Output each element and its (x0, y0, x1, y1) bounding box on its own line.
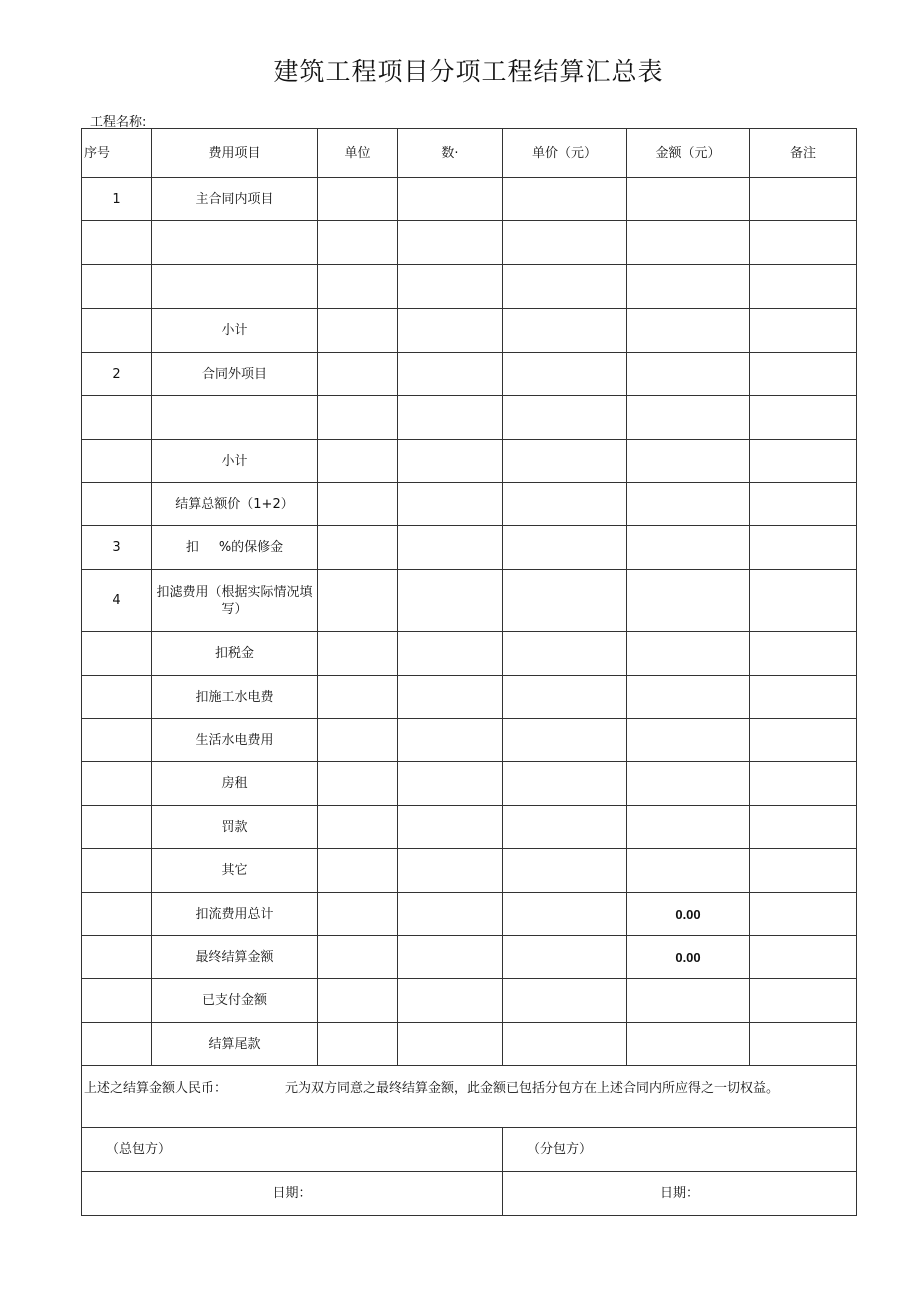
row-remark (750, 526, 857, 570)
row-item: 扣滤费用（根据实际情况填写） (152, 570, 318, 632)
row-qty (398, 353, 503, 396)
row-price (503, 676, 627, 719)
row-price (503, 440, 627, 483)
row-price (503, 265, 627, 309)
row-amount (627, 1023, 750, 1066)
row-item: 罚款 (152, 806, 318, 849)
row-amount (627, 353, 750, 396)
row-item: 房租 (152, 762, 318, 806)
table-row (82, 526, 857, 570)
row-unit (318, 178, 398, 221)
row-qty (398, 265, 503, 309)
row-amount (627, 719, 750, 762)
row-item: 小计 (152, 309, 318, 353)
row-price (503, 396, 627, 440)
row-seq: 2 (82, 353, 152, 396)
row-seq (82, 440, 152, 483)
table-row (82, 632, 857, 676)
header-amount: 金额（元） (627, 129, 750, 178)
row-amount (627, 526, 750, 570)
date-right: 日期： (503, 1172, 857, 1216)
table-row (82, 570, 857, 632)
row-remark (750, 440, 857, 483)
row-seq (82, 632, 152, 676)
row-qty (398, 979, 503, 1023)
row-price (503, 178, 627, 221)
row-price (503, 221, 627, 265)
row-remark (750, 570, 857, 632)
row-remark (750, 676, 857, 719)
row-item: 小计 (152, 440, 318, 483)
row-item: 最终结算金额 (152, 936, 318, 979)
row-price (503, 936, 627, 979)
header-item: 费用项目 (152, 129, 318, 178)
row-amount (627, 979, 750, 1023)
row-price (503, 309, 627, 353)
row-amount (627, 762, 750, 806)
general-contractor-label: （总包方） (82, 1128, 503, 1172)
row-seq (82, 849, 152, 893)
row-seq (82, 719, 152, 762)
header-qty: 数· (398, 129, 503, 178)
row-unit (318, 1023, 398, 1066)
table-row (82, 676, 857, 719)
item-suffix: %的保修金 (218, 540, 284, 555)
row-amount (627, 806, 750, 849)
row-unit (318, 570, 398, 632)
row-seq (82, 483, 152, 526)
row-item (152, 526, 318, 570)
row-unit (318, 719, 398, 762)
header-unit: 单位 (318, 129, 398, 178)
statement-part2: 元为双方同意之最终结算金额，此金额已包括分包方在上述合同内所应得之一切权益。 (285, 1081, 780, 1096)
row-seq (82, 979, 152, 1023)
row-amount (627, 676, 750, 719)
table-row (82, 221, 857, 265)
table-row (82, 309, 857, 353)
row-qty (398, 893, 503, 936)
row-seq: 3 (82, 526, 152, 570)
table-row (82, 893, 857, 936)
row-item: 主合同内项目 (152, 178, 318, 221)
row-amount (627, 309, 750, 353)
row-price (503, 570, 627, 632)
table-row (82, 979, 857, 1023)
table-row (82, 936, 857, 979)
row-remark (750, 979, 857, 1023)
row-qty (398, 309, 503, 353)
row-remark (750, 309, 857, 353)
page-title: 建筑工程项目分项工程结算汇总表 (273, 57, 664, 86)
row-amount (627, 178, 750, 221)
row-qty (398, 1023, 503, 1066)
row-remark (750, 1023, 857, 1066)
row-seq (82, 221, 152, 265)
row-item: 已支付金额 (152, 979, 318, 1023)
row-remark (750, 936, 857, 979)
row-unit (318, 849, 398, 893)
row-unit (318, 309, 398, 353)
table-row (82, 440, 857, 483)
row-item: 生活水电费用 (152, 719, 318, 762)
row-price (503, 353, 627, 396)
row-seq: 4 (82, 570, 152, 632)
row-unit (318, 440, 398, 483)
row-amount: 0.00 (627, 936, 750, 979)
row-price (503, 719, 627, 762)
row-remark (750, 806, 857, 849)
row-item (152, 265, 318, 309)
table-row (82, 483, 857, 526)
row-price (503, 893, 627, 936)
table-row (82, 806, 857, 849)
row-item: 扣税金 (152, 632, 318, 676)
row-price (503, 483, 627, 526)
row-remark (750, 353, 857, 396)
item-prefix: 扣 (185, 540, 199, 555)
row-qty (398, 221, 503, 265)
row-unit (318, 806, 398, 849)
header-seq: 序号 (82, 129, 152, 178)
row-amount (627, 849, 750, 893)
row-item: 结算尾款 (152, 1023, 318, 1066)
row-remark (750, 396, 857, 440)
row-unit (318, 396, 398, 440)
header-price: 单价（元） (503, 129, 627, 178)
table-row (82, 849, 857, 893)
row-remark (750, 632, 857, 676)
statement-row (82, 1066, 857, 1128)
row-item (152, 396, 318, 440)
row-item: 合同外项目 (152, 353, 318, 396)
row-remark (750, 719, 857, 762)
row-qty (398, 570, 503, 632)
row-unit (318, 632, 398, 676)
row-seq (82, 265, 152, 309)
row-remark (750, 893, 857, 936)
row-price (503, 979, 627, 1023)
row-amount (627, 396, 750, 440)
row-qty (398, 719, 503, 762)
header-row (82, 129, 857, 178)
row-qty (398, 526, 503, 570)
row-qty (398, 440, 503, 483)
row-qty (398, 762, 503, 806)
row-item: 扣施工水电费 (152, 676, 318, 719)
row-unit (318, 221, 398, 265)
table-row (82, 265, 857, 309)
row-remark (750, 178, 857, 221)
row-price (503, 849, 627, 893)
table-row (82, 1023, 857, 1066)
table-row (82, 353, 857, 396)
row-seq (82, 676, 152, 719)
row-unit (318, 676, 398, 719)
row-qty (398, 676, 503, 719)
row-seq (82, 893, 152, 936)
row-item: 扣流费用总计 (152, 893, 318, 936)
row-price (503, 762, 627, 806)
row-seq (82, 1023, 152, 1066)
row-seq (82, 762, 152, 806)
row-item (152, 221, 318, 265)
row-amount (627, 221, 750, 265)
row-amount (627, 632, 750, 676)
settlement-table (81, 128, 857, 1216)
row-remark (750, 483, 857, 526)
row-amount: 0.00 (627, 893, 750, 936)
row-seq (82, 936, 152, 979)
date-row (82, 1172, 857, 1216)
row-item: 结算总额价（1+2） (152, 483, 318, 526)
row-price (503, 632, 627, 676)
table-row (82, 396, 857, 440)
row-amount (627, 440, 750, 483)
row-remark (750, 221, 857, 265)
row-unit (318, 762, 398, 806)
row-remark (750, 265, 857, 309)
row-seq (82, 806, 152, 849)
row-qty (398, 806, 503, 849)
row-unit (318, 483, 398, 526)
table-row (82, 178, 857, 221)
table-row (82, 762, 857, 806)
table-row (82, 719, 857, 762)
header-remark: 备注 (750, 129, 857, 178)
row-price (503, 1023, 627, 1066)
subcontractor-label: （分包方） (503, 1128, 857, 1172)
row-qty (398, 396, 503, 440)
row-qty (398, 936, 503, 979)
row-unit (318, 893, 398, 936)
row-price (503, 526, 627, 570)
row-qty (398, 632, 503, 676)
row-unit (318, 979, 398, 1023)
row-unit (318, 526, 398, 570)
settlement-statement (82, 1066, 857, 1128)
row-qty (398, 178, 503, 221)
row-remark (750, 849, 857, 893)
row-qty (398, 849, 503, 893)
row-unit (318, 936, 398, 979)
row-price (503, 806, 627, 849)
row-unit (318, 353, 398, 396)
row-unit (318, 265, 398, 309)
project-name-label: 工程名称: (90, 115, 147, 130)
row-amount (627, 265, 750, 309)
row-seq (82, 396, 152, 440)
row-remark (750, 762, 857, 806)
date-left: 日期： (82, 1172, 503, 1216)
row-amount (627, 483, 750, 526)
row-qty (398, 483, 503, 526)
statement-part1: 上述之结算金额人民币： (84, 1081, 228, 1096)
row-seq (82, 309, 152, 353)
row-amount (627, 570, 750, 632)
signature-row (82, 1128, 857, 1172)
row-seq: 1 (82, 178, 152, 221)
row-item: 其它 (152, 849, 318, 893)
